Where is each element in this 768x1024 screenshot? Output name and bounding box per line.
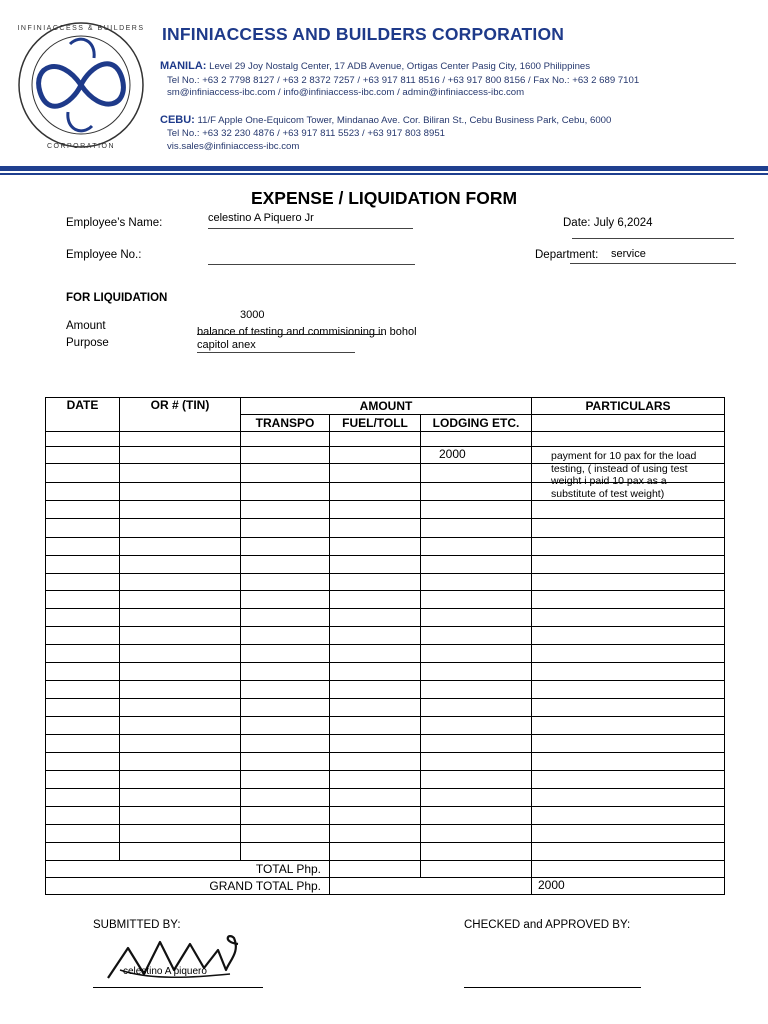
or-tin-cell[interactable] [120,717,241,735]
date-value[interactable]: July 6,2024 [593,217,653,229]
table-row [46,538,725,556]
transpo-cell[interactable] [241,843,330,861]
table-row [46,432,725,447]
table-row [46,789,725,807]
or-tin-cell[interactable] [120,645,241,663]
grand-total-row [46,878,725,895]
or-tin-cell[interactable] [120,771,241,789]
grand-total-amount-cell[interactable] [330,878,532,895]
particulars-cell[interactable] [532,574,725,591]
table-row [46,645,725,663]
table-row [46,771,725,789]
svg-text:INFINIACCESS & BUILDERS: INFINIACCESS & BUILDERS [17,25,145,32]
manila-address: Level 29 Joy Nostalg Center, 17 ADB Avenue, Ortigas Center Pasig City, 1600 Philippines [209,61,591,72]
or-tin-cell[interactable] [120,753,241,771]
fuel-toll-cell[interactable] [330,843,421,861]
table-row [46,627,725,645]
manila-emails: sm@infiniaccess-ibc.com / info@infiniaccess-ibc.com / admin@infiniaccess-ibc.com [167,87,525,98]
lodging-cell[interactable] [421,538,532,556]
lodging-cell[interactable] [421,556,532,574]
table-row [46,699,725,717]
transpo-cell[interactable] [241,574,330,591]
particulars-cell[interactable] [532,735,725,753]
transpo-cell[interactable] [241,825,330,843]
col-amount-header: AMOUNT [241,398,532,415]
or-tin-cell[interactable] [120,519,241,538]
purpose-underline [197,352,355,353]
or-tin-cell[interactable] [120,447,241,464]
table-row [46,609,725,627]
lodging-cell[interactable] [421,609,532,627]
lodging-cell[interactable] [421,699,532,717]
particulars-cell[interactable] [532,663,725,681]
date-cell[interactable] [46,645,120,663]
employee-name-underline [208,228,413,229]
or-tin-cell[interactable] [120,825,241,843]
col-or-tin-header: OR # (TIN) [120,398,241,432]
particulars-cell[interactable] [532,807,725,825]
fuel-toll-cell[interactable] [330,735,421,753]
fuel-toll-cell[interactable] [330,807,421,825]
total-lodging-cell[interactable] [421,861,532,878]
lodging-cell[interactable] [421,807,532,825]
date-cell[interactable] [46,538,120,556]
transpo-cell[interactable] [241,699,330,717]
fuel-toll-cell[interactable] [330,447,421,464]
entry-lodging-value[interactable]: 2000 [421,447,532,464]
transpo-cell[interactable] [241,717,330,735]
approved-signature-line [464,987,641,988]
total-fuel-cell[interactable] [330,861,421,878]
transpo-cell[interactable] [241,483,330,501]
particulars-cell[interactable] [532,645,725,663]
employee-name-label: Employee’s Name: [66,217,163,229]
fuel-toll-cell[interactable] [330,789,421,807]
transpo-cell[interactable] [241,538,330,556]
particulars-cell[interactable] [532,771,725,789]
department-label: Department: [535,249,599,261]
lodging-cell[interactable] [421,753,532,771]
col-particulars-header: PARTICULARS [532,398,725,415]
date-cell[interactable] [46,681,120,699]
transpo-cell[interactable] [241,771,330,789]
fuel-toll-cell[interactable] [330,501,421,519]
lodging-cell[interactable] [421,789,532,807]
or-tin-cell[interactable] [120,464,241,483]
date-cell[interactable] [46,753,120,771]
or-tin-cell[interactable] [120,681,241,699]
col-lodging-header: LODGING ETC. [421,415,532,432]
col-fuel-toll-header: FUEL/TOLL [330,415,421,432]
manila-address-line [160,60,590,72]
table-row [46,591,725,609]
date-cell[interactable] [46,771,120,789]
col-transpo-header: TRANSPO [241,415,330,432]
transpo-cell[interactable] [241,645,330,663]
transpo-cell[interactable] [241,464,330,483]
cebu-phones: Tel No.: +63 32 230 4876 / +63 917 811 5523 / +63 917 803 8951 [167,128,446,139]
submitted-signature-line [93,987,263,988]
or-tin-cell[interactable] [120,574,241,591]
fuel-toll-cell[interactable] [330,825,421,843]
date-cell[interactable] [46,843,120,861]
form-title: EXPENSE / LIQUIDATION FORM [250,188,518,208]
date-underline [572,238,734,239]
particulars-cell[interactable] [532,501,725,519]
lodging-cell[interactable] [421,735,532,753]
transpo-cell[interactable] [241,591,330,609]
date-label-text: Date: [563,217,591,229]
lodging-cell[interactable] [421,591,532,609]
particulars-subheader-cell [532,415,725,432]
total-label: TOTAL Php. [46,861,330,878]
particulars-cell[interactable] [532,591,725,609]
particulars-cell[interactable] [532,432,725,447]
transpo-cell[interactable] [241,519,330,538]
transpo-cell[interactable] [241,556,330,574]
transpo-cell[interactable] [241,735,330,753]
fuel-toll-cell[interactable] [330,627,421,645]
entry-particulars-text[interactable]: payment for 10 pax for the load testing, ( instead of using test weight i paid 10 pax as a substitute of test weight) [551,450,697,500]
particulars-cell[interactable] [532,753,725,771]
particulars-cell[interactable] [532,717,725,735]
table-row [46,574,725,591]
date-cell[interactable] [46,627,120,645]
lodging-cell[interactable] [421,843,532,861]
department-underline [570,263,736,264]
date-cell[interactable] [46,483,120,501]
purpose-line-1[interactable]: balance of testing and commisioning in bohol [197,326,417,338]
lodging-cell[interactable] [421,717,532,735]
date-cell[interactable] [46,699,120,717]
transpo-cell[interactable] [241,753,330,771]
or-tin-cell[interactable] [120,483,241,501]
or-tin-cell[interactable] [120,699,241,717]
fuel-toll-cell[interactable] [330,519,421,538]
lodging-cell[interactable] [421,645,532,663]
table-header-row [46,398,725,415]
particulars-cell[interactable] [532,609,725,627]
date-cell[interactable] [46,735,120,753]
date-cell[interactable] [46,789,120,807]
total-row [46,861,725,878]
purpose-line-2[interactable]: capitol anex [197,339,256,351]
table-row [46,843,725,861]
fuel-toll-cell[interactable] [330,574,421,591]
particulars-cell[interactable] [532,556,725,574]
transpo-cell[interactable] [241,663,330,681]
or-tin-cell[interactable] [120,663,241,681]
fuel-toll-cell[interactable] [330,771,421,789]
date-cell[interactable] [46,447,120,464]
or-tin-cell[interactable] [120,432,241,447]
date-cell[interactable] [46,807,120,825]
fuel-toll-cell[interactable] [330,464,421,483]
manila-phones: Tel No.: +63 2 7798 8127 / +63 2 8372 7257 / +63 917 811 8516 / +63 917 800 8156 / Fax No.: +63 2 689 7101 [167,75,640,86]
date-cell[interactable] [46,432,120,447]
amount-label: Amount [66,320,106,332]
approved-by-label: CHECKED and APPROVED BY: [464,919,631,931]
fuel-toll-cell[interactable] [330,717,421,735]
fuel-toll-cell[interactable] [330,681,421,699]
transpo-cell[interactable] [241,447,330,464]
company-name: INFINIACCESS AND BUILDERS CORPORATION [162,24,565,44]
table-row [46,681,725,699]
particulars-cell[interactable] [532,843,725,861]
fuel-toll-cell[interactable] [330,699,421,717]
table-row [46,556,725,574]
purpose-strike-line [197,334,383,335]
or-tin-cell[interactable] [120,556,241,574]
date-cell[interactable] [46,501,120,519]
lodging-cell[interactable] [421,681,532,699]
date-cell[interactable] [46,519,120,538]
table-row [46,519,725,538]
col-date-header: DATE [46,398,120,432]
grand-total-label: GRAND TOTAL Php. [46,878,330,895]
department-value[interactable]: service [611,248,646,260]
date-cell[interactable] [46,591,120,609]
transpo-cell[interactable] [241,789,330,807]
date-cell[interactable] [46,464,120,483]
particulars-cell[interactable] [532,681,725,699]
fuel-toll-cell[interactable] [330,432,421,447]
lodging-cell[interactable] [421,432,532,447]
liquidation-heading: FOR LIQUIDATION [66,292,168,304]
or-tin-cell[interactable] [120,843,241,861]
or-tin-cell[interactable] [120,591,241,609]
table-row [46,753,725,771]
svg-text:CORPORATION: CORPORATION [46,143,116,150]
or-tin-cell[interactable] [120,735,241,753]
fuel-toll-cell[interactable] [330,556,421,574]
lodging-cell[interactable] [421,627,532,645]
particulars-cell[interactable] [532,538,725,556]
cebu-email: vis.sales@infiniaccess-ibc.com [167,141,300,152]
particulars-cell[interactable] [532,627,725,645]
or-tin-cell[interactable] [120,609,241,627]
fuel-toll-cell[interactable] [330,609,421,627]
or-tin-cell[interactable] [120,627,241,645]
amount-value[interactable]: 3000 [240,309,265,321]
date-cell[interactable] [46,825,120,843]
lodging-cell[interactable] [421,501,532,519]
cebu-address: 11/F Apple One-Equicom Tower, Mindanao Ave. Cor. Biliran St., Cebu Business Park, Cebu, 6000 [197,115,612,126]
company-seal-logo [10,14,152,156]
lodging-cell[interactable] [421,574,532,591]
transpo-cell[interactable] [241,609,330,627]
lodging-cell[interactable] [421,771,532,789]
fuel-toll-cell[interactable] [330,753,421,771]
particulars-cell[interactable] [532,699,725,717]
date-cell[interactable] [46,556,120,574]
date-label [563,217,653,229]
manila-label: MANILA: [160,60,207,72]
or-tin-cell[interactable] [120,789,241,807]
table-row [46,717,725,735]
lodging-cell[interactable] [421,483,532,501]
particulars-cell[interactable] [532,825,725,843]
lodging-cell[interactable] [421,663,532,681]
employee-no-underline [208,264,415,265]
submitted-name: celestino A piquero [123,966,207,977]
lodging-cell[interactable] [421,464,532,483]
header-divider-thin [0,173,768,175]
date-cell[interactable] [46,609,120,627]
table-row [46,807,725,825]
total-particulars-cell [532,861,725,878]
cebu-address-line [160,114,611,126]
date-cell[interactable] [46,663,120,681]
employee-name-value[interactable]: celestino A Piquero Jr [208,212,314,224]
transpo-cell[interactable] [241,681,330,699]
header-divider-thick [0,166,768,171]
transpo-cell[interactable] [241,627,330,645]
employee-no-label: Employee No.: [66,249,142,261]
particulars-cell[interactable] [532,789,725,807]
table-row [46,663,725,681]
fuel-toll-cell[interactable] [330,645,421,663]
date-cell[interactable] [46,717,120,735]
cebu-label: CEBU: [160,114,195,126]
table-row [46,825,725,843]
or-tin-cell[interactable] [120,807,241,825]
fuel-toll-cell[interactable] [330,591,421,609]
fuel-toll-cell[interactable] [330,538,421,556]
transpo-cell[interactable] [241,432,330,447]
table-row [46,501,725,519]
or-tin-cell[interactable] [120,538,241,556]
transpo-cell[interactable] [241,807,330,825]
grand-total-value[interactable]: 2000 [532,878,725,895]
fuel-toll-cell[interactable] [330,663,421,681]
table-row [46,735,725,753]
purpose-label: Purpose [66,337,109,349]
date-cell[interactable] [46,574,120,591]
or-tin-cell[interactable] [120,501,241,519]
submitted-by-label: SUBMITTED BY: [93,919,181,931]
particulars-cell[interactable] [532,519,725,538]
fuel-toll-cell[interactable] [330,483,421,501]
transpo-cell[interactable] [241,501,330,519]
lodging-cell[interactable] [421,825,532,843]
lodging-cell[interactable] [421,519,532,538]
